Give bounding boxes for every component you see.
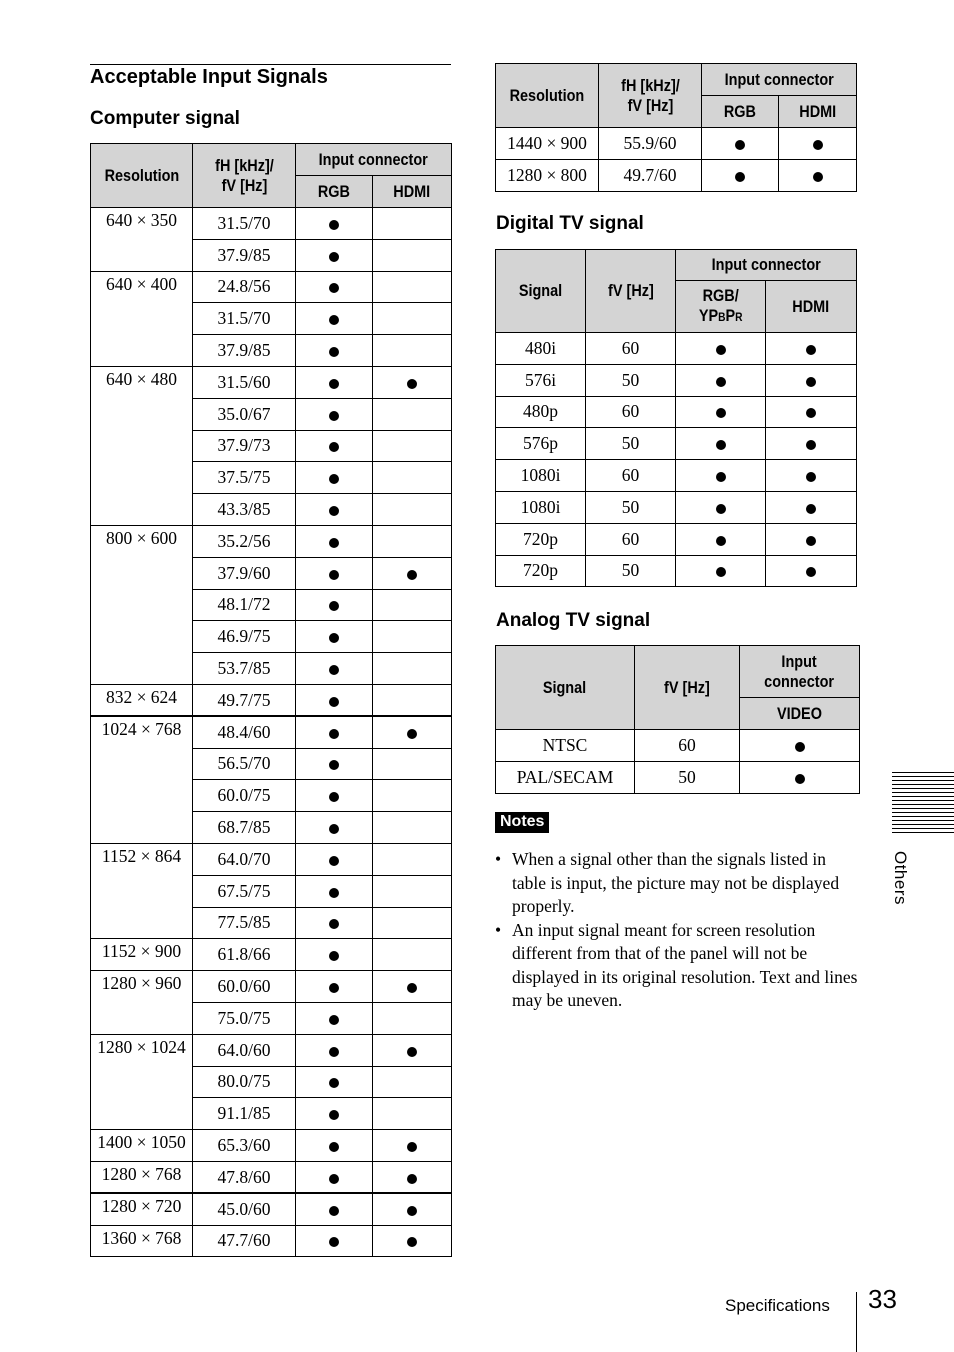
connector-cell [373,684,452,716]
analog-tv-table [495,645,860,794]
supported-dot-icon [329,1174,339,1184]
supported-dot-icon [716,345,726,355]
connector-cell [296,239,373,271]
table-row [496,491,857,523]
frequency-cell: 37.9/85 [193,335,296,367]
frequency-cell: 48.4/60 [193,716,296,748]
frequency-cell: 37.9/73 [193,430,296,462]
resolution-cell: 1280 × 960 [91,971,193,1035]
table-row [91,1161,452,1193]
supported-dot-icon [329,570,339,580]
connector-cell [740,761,860,793]
frequency-cell: 60.0/60 [193,971,296,1003]
connector-cell [296,780,373,812]
resolution-cell: 1400 × 1050 [91,1130,193,1162]
signal-cell: 1080i [496,460,586,492]
col-fv: fV [Hz] [586,250,676,333]
table-row [91,208,452,240]
supported-dot-icon [407,1237,417,1247]
supported-dot-icon [716,504,726,514]
col-rgb: RGB [296,176,373,208]
frequency-cell: 55.9/60 [599,128,702,160]
col-signal: Signal [496,646,635,730]
supported-dot-icon [329,729,339,739]
connector-cell [373,557,452,589]
connector-cell [740,730,860,762]
connector-cell [373,1225,452,1257]
connector-cell [676,396,766,428]
connector-cell [296,748,373,780]
supported-dot-icon [813,172,823,182]
connector-cell [296,939,373,971]
connector-cell [373,335,452,367]
frequency-cell: 77.5/85 [193,907,296,939]
table-row [91,366,452,398]
table-row [91,1193,452,1225]
table-row [496,555,857,587]
connector-cell [373,303,452,335]
connector-cell [296,430,373,462]
frequency-cell: 68.7/85 [193,812,296,844]
table-row [496,761,860,793]
resolution-cell: 1280 × 1024 [91,1034,193,1129]
connector-cell [296,684,373,716]
supported-dot-icon [329,220,339,230]
supported-dot-icon [407,1174,417,1184]
resolution-cell: 1280 × 800 [496,159,599,191]
supported-dot-icon [806,377,816,387]
supported-dot-icon [806,504,816,514]
fv-cell: 50 [586,428,676,460]
supported-dot-icon [735,140,745,150]
col-resolution: Resolution [496,64,599,128]
frequency-cell: 64.0/60 [193,1034,296,1066]
frequency-cell: 91.1/85 [193,1098,296,1130]
supported-dot-icon [329,283,339,293]
connector-cell [373,653,452,685]
connector-cell [296,462,373,494]
connector-cell [373,398,452,430]
note-item: • When a signal other than the signals listed in table is input, the picture may not be displayed properly. [495,848,860,919]
fv-cell: 60 [586,396,676,428]
supported-dot-icon [795,774,805,784]
connector-cell [296,812,373,844]
fv-cell: 60 [586,460,676,492]
supported-dot-icon [329,951,339,961]
table-row [91,1130,452,1162]
supported-dot-icon [329,1047,339,1057]
connector-cell [676,523,766,555]
connector-cell [296,1002,373,1034]
connector-cell [373,462,452,494]
connector-cell [766,460,857,492]
connector-cell [676,460,766,492]
supported-dot-icon [329,919,339,929]
table-row [496,396,857,428]
frequency-cell: 47.7/60 [193,1225,296,1257]
col-fv: fV [Hz] [635,646,740,730]
note-item: • An input signal meant for screen resolution different from that of the panel will not be displayed in its original resolution. Text and lines may be uneven. [495,919,860,1013]
frequency-cell: 53.7/85 [193,653,296,685]
connector-cell [373,875,452,907]
frequency-cell: 49.7/75 [193,684,296,716]
supported-dot-icon [329,1142,339,1152]
page-title: Acceptable Input Signals [90,66,328,88]
col-input-connector: Input connector [702,64,857,96]
connector-cell [373,239,452,271]
connector-cell [373,1130,452,1162]
connector-cell [296,1098,373,1130]
connector-cell [373,907,452,939]
supported-dot-icon [329,347,339,357]
frequency-cell: 37.9/60 [193,557,296,589]
frequency-cell: 43.3/85 [193,494,296,526]
connector-cell [373,525,452,557]
supported-dot-icon [813,140,823,150]
signal-cell: 1080i [496,491,586,523]
frequency-cell: 35.2/56 [193,525,296,557]
frequency-cell: 56.5/70 [193,748,296,780]
supported-dot-icon [329,411,339,421]
col-rgb-ypbpr: RGB/ YPBPR [676,281,766,333]
supported-dot-icon [806,345,816,355]
footer-rule [856,1292,857,1352]
signal-cell: 576p [496,428,586,460]
connector-cell [296,907,373,939]
frequency-cell: 67.5/75 [193,875,296,907]
connector-cell [373,939,452,971]
col-rgb: RGB [702,96,779,128]
connector-cell [766,491,857,523]
table-row [496,364,857,396]
connector-cell [296,303,373,335]
frequency-cell: 49.7/60 [599,159,702,191]
footer-section-name: Specifications [725,1296,830,1315]
fv-cell: 60 [586,333,676,365]
supported-dot-icon [716,408,726,418]
supported-dot-icon [716,536,726,546]
supported-dot-icon [329,824,339,834]
supported-dot-icon [329,1206,339,1216]
title-rule [90,64,451,65]
connector-cell [702,159,779,191]
supported-dot-icon [407,983,417,993]
digital-tv-heading: Digital TV signal [496,213,644,234]
table-row [91,971,452,1003]
col-input-connector: Input connector [740,646,860,698]
col-frequency: fH [kHz]/ fV [Hz] [193,144,296,208]
supported-dot-icon [407,1142,417,1152]
supported-dot-icon [329,888,339,898]
table-row [91,271,452,303]
supported-dot-icon [329,442,339,452]
supported-dot-icon [329,1015,339,1025]
frequency-cell: 80.0/75 [193,1066,296,1098]
resolution-cell: 640 × 400 [91,271,193,366]
supported-dot-icon [407,570,417,580]
supported-dot-icon [407,1206,417,1216]
analog-tv-heading: Analog TV signal [496,610,651,631]
connector-cell [296,716,373,748]
supported-dot-icon [735,172,745,182]
analog-tv-rows [496,730,860,794]
connector-cell [373,1066,452,1098]
digital-tv-table [495,249,857,587]
table-row [496,428,857,460]
frequency-cell: 31.5/70 [193,208,296,240]
frequency-cell: 64.0/70 [193,843,296,875]
supported-dot-icon [329,1078,339,1088]
connector-cell [296,875,373,907]
connector-cell [296,557,373,589]
supported-dot-icon [329,379,339,389]
resolution-cell: 1280 × 768 [91,1161,193,1193]
frequency-cell: 31.5/70 [193,303,296,335]
connector-cell [296,1066,373,1098]
table-row [496,159,857,191]
connector-cell [296,1034,373,1066]
computer-signal-heading: Computer signal [90,108,240,129]
fv-cell: 50 [635,761,740,793]
connector-cell [296,589,373,621]
frequency-cell: 75.0/75 [193,1002,296,1034]
fv-cell: 50 [586,491,676,523]
supported-dot-icon [329,665,339,675]
connector-cell [373,494,452,526]
table-row [496,523,857,555]
signal-cell: 480p [496,396,586,428]
connector-cell [779,128,857,160]
resolution-cell: 1152 × 900 [91,939,193,971]
supported-dot-icon [329,474,339,484]
supported-dot-icon [806,408,816,418]
frequency-cell: 31.5/60 [193,366,296,398]
frequency-cell: 45.0/60 [193,1193,296,1225]
supported-dot-icon [329,601,339,611]
supported-dot-icon [329,792,339,802]
fv-cell: 60 [586,523,676,555]
supported-dot-icon [407,379,417,389]
connector-cell [373,208,452,240]
connector-cell [676,491,766,523]
supported-dot-icon [329,1237,339,1247]
frequency-cell: 48.1/72 [193,589,296,621]
connector-cell [296,335,373,367]
computer-signal-table [90,143,452,1257]
connector-cell [373,1193,452,1225]
connector-cell [766,428,857,460]
table-row [496,460,857,492]
table-row [91,1225,452,1257]
resolution-cell: 1360 × 768 [91,1225,193,1257]
col-resolution: Resolution [91,144,193,208]
connector-cell [373,971,452,1003]
connector-cell [296,843,373,875]
col-hdmi: HDMI [373,176,452,208]
connector-cell [296,1161,373,1193]
connector-cell [373,430,452,462]
resolution-cell: 832 × 624 [91,684,193,716]
connector-cell [373,843,452,875]
supported-dot-icon [329,983,339,993]
supported-dot-icon [329,538,339,548]
connector-cell [373,589,452,621]
frequency-cell: 46.9/75 [193,621,296,653]
connector-cell [296,621,373,653]
fv-cell: 60 [635,730,740,762]
signal-cell: NTSC [496,730,635,762]
col-video: VIDEO [740,698,860,730]
supported-dot-icon [806,472,816,482]
frequency-cell: 35.0/67 [193,398,296,430]
digital-tv-rows [496,333,857,587]
connector-cell [373,1034,452,1066]
connector-cell [296,366,373,398]
connector-cell [373,1098,452,1130]
supported-dot-icon [407,1047,417,1057]
frequency-cell: 47.8/60 [193,1161,296,1193]
connector-cell [296,653,373,685]
connector-cell [373,748,452,780]
supported-dot-icon [329,760,339,770]
page-number: 33 [868,1284,897,1314]
frequency-cell: 37.9/85 [193,239,296,271]
col-hdmi: HDMI [779,96,857,128]
connector-cell [296,1193,373,1225]
table-row [496,730,860,762]
computer-signal-rows [91,208,452,1257]
supported-dot-icon [716,472,726,482]
table-row [91,525,452,557]
supported-dot-icon [407,729,417,739]
connector-cell [766,396,857,428]
connector-cell [373,716,452,748]
frequency-cell: 61.8/66 [193,939,296,971]
table-row [496,333,857,365]
connector-cell [373,1002,452,1034]
connector-cell [676,364,766,396]
connector-cell [373,621,452,653]
connector-cell [676,555,766,587]
supported-dot-icon [716,377,726,387]
table-row [496,128,857,160]
connector-cell [373,812,452,844]
supported-dot-icon [329,252,339,262]
col-input-connector: Input connector [296,144,452,176]
connector-cell [296,494,373,526]
fv-cell: 50 [586,364,676,396]
connector-cell [779,159,857,191]
signal-cell: 576i [496,364,586,396]
col-frequency: fH [kHz]/ fV [Hz] [599,64,702,128]
connector-cell [676,333,766,365]
connector-cell [766,523,857,555]
fv-cell: 50 [586,555,676,587]
resolution-cell: 640 × 350 [91,208,193,272]
table-row [91,1034,452,1066]
signal-cell: 720p [496,523,586,555]
connector-cell [296,208,373,240]
connector-cell [766,555,857,587]
supported-dot-icon [806,440,816,450]
connector-cell [296,971,373,1003]
col-signal: Signal [496,250,586,333]
supported-dot-icon [329,506,339,516]
col-input-connector: Input connector [676,250,857,281]
frequency-cell: 65.3/60 [193,1130,296,1162]
signal-cell: 720p [496,555,586,587]
resolution-cell: 1024 × 768 [91,716,193,843]
notes-badge: Notes [495,812,549,833]
connector-cell [373,1161,452,1193]
side-tab-label: Others [891,850,910,906]
resolution-cell: 1152 × 864 [91,843,193,938]
connector-cell [296,525,373,557]
resolution-cell: 1440 × 900 [496,128,599,160]
connector-cell [296,1225,373,1257]
table-row [91,939,452,971]
supported-dot-icon [795,742,805,752]
connector-cell [766,333,857,365]
frequency-cell: 24.8/56 [193,271,296,303]
supported-dot-icon [806,536,816,546]
connector-cell [373,271,452,303]
connector-cell [373,366,452,398]
notes-list [495,848,860,1013]
supported-dot-icon [806,567,816,577]
computer-signal-cont-rows [496,128,857,192]
computer-signal-table-continued [495,63,857,192]
frequency-cell: 60.0/75 [193,780,296,812]
supported-dot-icon [329,315,339,325]
supported-dot-icon [329,856,339,866]
resolution-cell: 1280 × 720 [91,1193,193,1225]
supported-dot-icon [329,697,339,707]
connector-cell [676,428,766,460]
signal-cell: PAL/SECAM [496,761,635,793]
connector-cell [296,398,373,430]
connector-cell [373,780,452,812]
table-row [91,843,452,875]
resolution-cell: 800 × 600 [91,525,193,684]
supported-dot-icon [329,1110,339,1120]
table-row [91,716,452,748]
connector-cell [766,364,857,396]
resolution-cell: 640 × 480 [91,366,193,525]
supported-dot-icon [716,567,726,577]
table-row [91,684,452,716]
supported-dot-icon [329,633,339,643]
frequency-cell: 37.5/75 [193,462,296,494]
col-hdmi: HDMI [766,281,857,333]
connector-cell [296,271,373,303]
connector-cell [296,1130,373,1162]
signal-cell: 480i [496,333,586,365]
supported-dot-icon [716,440,726,450]
connector-cell [702,128,779,160]
